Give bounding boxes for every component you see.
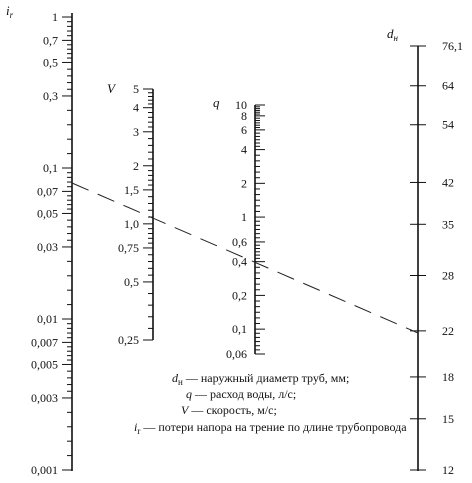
q-tick-label: 0,1 [232, 322, 247, 337]
dn-tick-label: 54 [442, 117, 454, 132]
dn-tick-label: 28 [442, 268, 454, 283]
ir-tick-label: 0,05 [37, 206, 58, 221]
ir-tick-label: 0,01 [37, 312, 58, 326]
ir-scale [6, 3, 72, 477]
dn-tick-label: 22 [442, 323, 454, 338]
q-tick-label: 8 [241, 108, 247, 123]
ir-tick-label: 0,03 [37, 239, 58, 254]
q-tick-label: 2 [241, 176, 247, 191]
q-tick-label: 0,2 [232, 288, 247, 303]
ir-tick-label: 0,7 [43, 33, 58, 48]
dn-scale [387, 26, 463, 477]
q-tick-label: 0,4 [232, 254, 247, 269]
ir-tick-label: 0,005 [31, 357, 58, 372]
dn-scale-title: $d_н$ [387, 26, 398, 43]
dn-tick-label: 18 [442, 369, 454, 384]
q-scale-title: q [213, 95, 220, 110]
ir-minor-ticks [62, 17, 72, 470]
ir-tick-label: 0,1 [43, 161, 58, 175]
v-tick-label: 0,25 [118, 333, 139, 347]
q-minor-ticks [255, 105, 265, 354]
legend-item: $d_н$ — наружный диаметр труб, мм; [172, 371, 350, 387]
ir-tick-label: 1 [52, 10, 58, 24]
v-tick-label: 0,5 [124, 274, 139, 289]
legend [134, 371, 407, 436]
v-scale [107, 81, 153, 347]
ir-tick-label: 0,07 [37, 184, 58, 199]
q-scale [213, 95, 265, 361]
dn-tick-label: 64 [442, 78, 454, 93]
legend-item: $i_r$ — потери напора на трение по длине трубопровода [134, 420, 407, 436]
ir-tick-label: 0,5 [43, 55, 58, 70]
q-tick-label: 4 [241, 142, 247, 157]
dn-tick-label: 15 [442, 411, 454, 426]
v-tick-labels [118, 82, 139, 347]
v-tick-label: 1,0 [124, 216, 139, 231]
q-tick-label: 6 [241, 122, 247, 137]
ir-scale-title: $i_r$ [6, 3, 14, 20]
dn-tick-label: 42 [442, 175, 454, 190]
v-tick-label: 1,5 [124, 182, 139, 197]
ir-tick-label: 0,003 [31, 390, 58, 405]
q-tick-label: 0,6 [232, 234, 247, 249]
q-tick-label: 1 [241, 210, 247, 225]
dn-tick-label: 76,1 [442, 39, 463, 53]
ir-tick-label: 0,001 [31, 463, 58, 477]
v-minor-ticks [143, 89, 153, 340]
v-tick-label: 5 [133, 82, 139, 96]
v-tick-label: 3 [133, 124, 139, 139]
legend-item: q — расход воды, л/с; [186, 387, 297, 401]
q-tick-labels [226, 98, 247, 361]
v-scale-title: V [107, 81, 115, 96]
q-tick-label: 10 [235, 98, 247, 112]
ir-tick-labels [31, 10, 58, 477]
dn-tick-labels [442, 39, 463, 477]
ir-tick-label: 0,3 [43, 88, 58, 103]
v-tick-label: 0,75 [118, 240, 139, 255]
ir-tick-label: 0,007 [31, 335, 58, 350]
v-tick-label: 2 [133, 158, 139, 173]
legend-item: V — скорость, м/с; [181, 403, 277, 417]
v-tick-label: 4 [133, 100, 139, 115]
dn-tick-label: 12 [442, 463, 454, 477]
dn-tick-label: 35 [442, 217, 454, 232]
q-tick-label: 0,06 [226, 347, 247, 361]
